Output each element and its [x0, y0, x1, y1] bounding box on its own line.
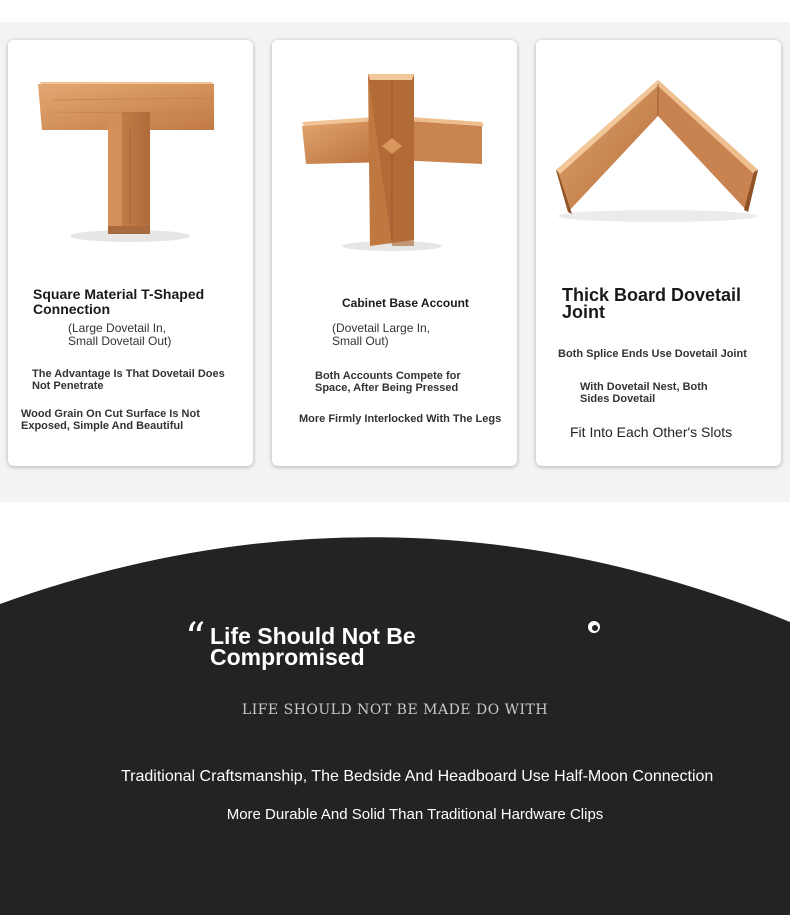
card-title: Thick Board Dovetail Joint [562, 285, 742, 322]
quote-open-icon: “ [185, 615, 206, 661]
card-detail: Fit Into Each Other's Slots [570, 424, 733, 440]
cross-joint-image [272, 40, 517, 270]
feature-card-thick-board [536, 40, 781, 466]
card-detail: The Advantage Is That Dovetail Does Not Penetrate [32, 368, 225, 393]
card-title: Cabinet Base Account [342, 296, 469, 310]
banner-headline: Life Should Not Be Compromised [210, 623, 416, 670]
banner-description: Traditional Craftsmanship, The Bedside And Headboard Use Half-Moon Connection [121, 768, 714, 785]
quote-close-icon [585, 618, 603, 636]
card-note: (Large Dovetail In, Small Dovetail Out) [68, 321, 172, 349]
top-strip [0, 0, 790, 22]
t-joint-image [8, 40, 253, 270]
card-detail: Wood Grain On Cut Surface Is Not Exposed, Simple And Beautiful [21, 408, 200, 433]
feature-card-cabinet-base [272, 40, 517, 466]
card-note: (Dovetail Large In, Small Out) [332, 321, 431, 349]
card-detail: With Dovetail Nest, Both Sides Dovetail [580, 381, 708, 406]
card-detail: Both Splice Ends Use Dovetail Joint [558, 348, 747, 360]
feature-card-t-joint [8, 40, 253, 466]
card-title: Square Material T-Shaped Connection [33, 286, 205, 318]
banner-description-secondary: More Durable And Solid Than Traditional Hardware Clips [226, 806, 604, 823]
corner-joint-image [536, 40, 781, 270]
card-detail: More Firmly Interlocked With The Legs [299, 413, 502, 425]
card-detail: Both Accounts Compete for Space, After Being Pressed [315, 370, 461, 395]
banner-subtitle: LIFE SHOULD NOT BE MADE DO WITH [241, 702, 549, 718]
